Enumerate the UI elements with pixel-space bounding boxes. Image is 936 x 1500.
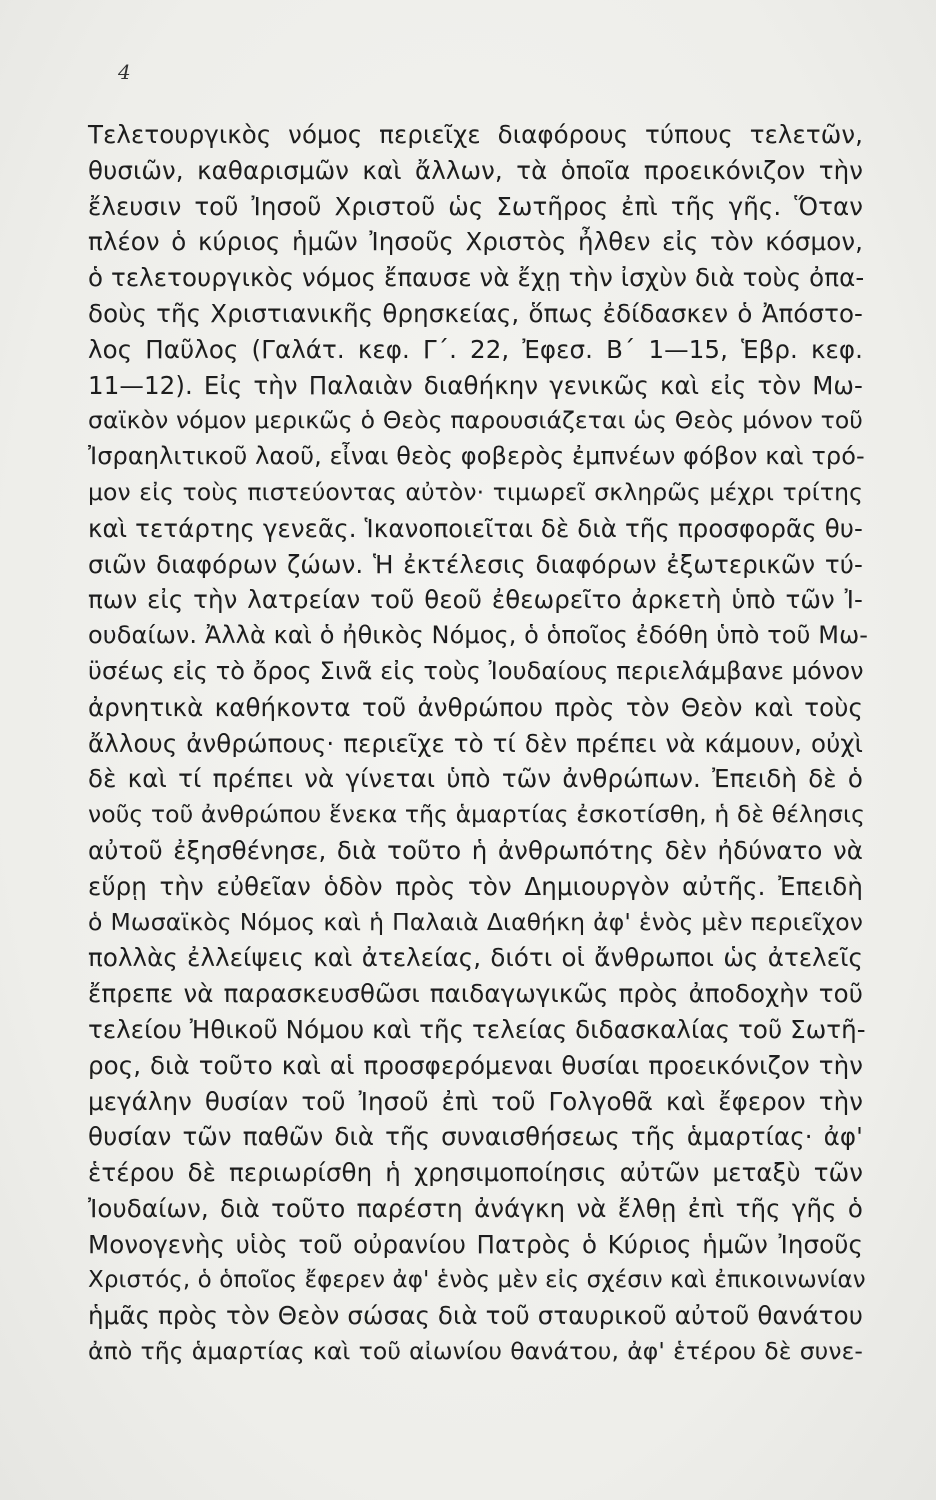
text-line: ρος, διὰ τοῦτο καὶ αἱ προσφερόμεναι θυσίαι προεικόνιζον τὴν — [88, 1050, 863, 1080]
text-line: λος Παῦλος (Γαλάτ. κεφ. Γ΄. 22, Ἐφεσ. Β΄ 1—15, Ἑβρ. κεφ. — [88, 334, 863, 364]
text-line: αὐτοῦ ἐξησθένησε, διὰ τοῦτο ἡ ἀνθρωπότης δὲν ἠδύνατο νὰ — [88, 835, 863, 865]
text-line: ουδαίων. Ἀλλὰ καὶ ὁ ἠθικὸς Νόμος, ὁ ὁποῖος ἐδόθη ὑπὸ τοῦ Μω- — [88, 621, 869, 650]
text-line: πλέον ὁ κύριος ἡμῶν Ἰησοῦς Χριστὸς ἦλθεν εἰς τὸν κόσμον, — [88, 227, 863, 257]
text-line: ϋσέως εἰς τὸ ὄρος Σινᾶ εἰς τοὺς Ἰουδαίους περιελάμβανε μόνον — [88, 656, 864, 685]
text-line: Χριστός, ὁ ὁποῖος ἔφερεν ἀφ' ἑνὸς μὲν εἰς σχέσιν καὶ ἐπικοινωνίαν — [88, 1266, 866, 1293]
body-text — [88, 117, 869, 1406]
text-line: θυσίαν τῶν παθῶν διὰ τῆς συναισθήσεως τῆς ἁμαρτίας· ἀφ' — [88, 1122, 863, 1152]
text-line: Ἰσραηλιτικοῦ λαοῦ, εἶναι θεὸς φοβερὸς ἐμπνέων φόβον καὶ τρό- — [88, 442, 865, 471]
text-line: θυσιῶν, καθαρισμῶν καὶ ἄλλων, τὰ ὁποῖα προεικόνιζον τὴν — [88, 155, 863, 185]
text-line: ἡμᾶς πρὸς τὸν Θεὸν σώσας διὰ τοῦ σταυρικοῦ αὐτοῦ θανάτου — [88, 1301, 863, 1331]
text-line: δὲ καὶ τί πρέπει νὰ γίνεται ὑπὸ τῶν ἀνθρώπων. Ἐπειδὴ δὲ ὁ — [88, 764, 863, 794]
text-line: σαϊκὸν νόμον μερικῶς ὁ Θεὸς παρουσιάζεται ὡς Θεὸς μόνον τοῦ — [88, 406, 863, 435]
text-line: ἔπρεπε νὰ παρασκευσθῶσι παιδαγωγικῶς πρὸς ἀποδοχὴν τοῦ — [88, 979, 863, 1009]
text-line: ἔλευσιν τοῦ Ἰησοῦ Χριστοῦ ὡς Σωτῆρος ἐπὶ τῆς γῆς. Ὅταν — [88, 191, 863, 221]
text-line: καὶ τετάρτης γενεᾶς. Ἱκανοποιεῖται δὲ διὰ τῆς προσφορᾶς θυ- — [88, 513, 863, 543]
text-line: ἄλλους ἀνθρώπους· περιεῖχε τὸ τί δὲν πρέπει νὰ κάμουν, οὐχὶ — [88, 728, 863, 758]
text-line: ἀπὸ τῆς ἁμαρτίας καὶ τοῦ αἰωνίου θανάτου, ἀφ' ἑτέρου δὲ συνε- — [88, 1337, 863, 1366]
text-line: Τελετουργικὸς νόμος περιεῖχε διαφόρους τύπους τελετῶν, — [88, 120, 863, 149]
text-line — [88, 1370, 863, 1406]
text-line: νοῦς τοῦ ἀνθρώπου ἕνεκα τῆς ἁμαρτίας ἐσκοτίσθη, ἡ δὲ θέλησις — [88, 800, 865, 829]
page-number: 4 — [118, 60, 131, 84]
text-line: ὁ τελετουργικὸς νόμος ἔπαυσε νὰ ἔχῃ τὴν ἰσχὺν διὰ τοὺς ὀπα- — [88, 263, 865, 293]
text-line: σιῶν διαφόρων ζώων. Ἡ ἐκτέλεσις διαφόρων ἐξωτερικῶν τύ- — [88, 549, 863, 579]
text-line: εὕρῃ τὴν εὐθεῖαν ὁδὸν πρὸς τὸν Δημιουργὸν αὐτῆς. Ἐπειδὴ — [88, 871, 863, 901]
text-line: ἀρνητικὰ καθήκοντα τοῦ ἀνθρώπου πρὸς τὸν Θεὸν καὶ τοὺς — [88, 692, 863, 722]
text-line: πολλὰς ἐλλείψεις καὶ ἀτελείας, διότι οἱ ἄνθρωποι ὡς ἀτελεῖς — [88, 943, 863, 973]
text-line: μον εἰς τοὺς πιστεύοντας αὐτὸν· τιμωρεῖ σκληρῶς μέχρι τρίτης — [88, 477, 863, 506]
text-line: Μονογενὴς υἱὸς τοῦ οὐρανίου Πατρὸς ὁ Κύριος ἡμῶν Ἰησοῦς — [88, 1229, 863, 1259]
text-line: ὁ Μωσαϊκὸς Νόμος καὶ ἡ Παλαιὰ Διαθήκη ἀφ' ἑνὸς μὲν περιεῖχον — [88, 907, 863, 936]
text-line: μεγάλην θυσίαν τοῦ Ἰησοῦ ἐπὶ τοῦ Γολγοθᾶ καὶ ἔφερον τὴν — [88, 1086, 863, 1116]
text-line: Ἰουδαίων, διὰ τοῦτο παρέστη ἀνάγκη νὰ ἔλθῃ ἐπὶ τῆς γῆς ὁ — [88, 1193, 863, 1223]
text-line: ἑτέρου δὲ περιωρίσθη ἡ χρησιμοποίησις αὐτῶν μεταξὺ τῶν — [88, 1158, 863, 1188]
text-line: 11—12). Εἰς τὴν Παλαιὰν διαθήκην γενικῶς καὶ εἰς τὸν Μω- — [88, 370, 863, 400]
text-line: δοὺς τῆς Χριστιανικῆς θρησκείας, ὅπως ἐδίδασκεν ὁ Ἀπόστο- — [88, 298, 863, 328]
text-line: πων εἰς τὴν λατρείαν τοῦ θεοῦ ἐθεωρεῖτο ἀρκετὴ ὑπὸ τῶν Ἰ- — [88, 585, 863, 615]
text-line: τελείου Ἠθικοῦ Νόμου καὶ τῆς τελείας διδασκαλίας τοῦ Σωτῆ- — [88, 1014, 866, 1044]
